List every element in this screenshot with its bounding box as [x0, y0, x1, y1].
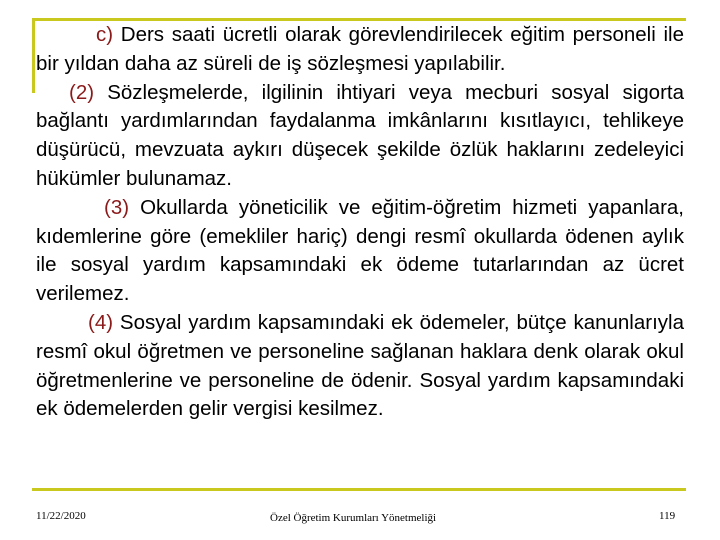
- paragraph-c: [36, 21, 684, 79]
- paragraph-number: (3): [104, 195, 130, 219]
- frame-left-line: [32, 18, 35, 93]
- paragraph-number: (2): [69, 80, 95, 104]
- frame-bottom-line: [32, 488, 686, 491]
- footer-page-number: 119: [659, 510, 676, 522]
- paragraph-text: Okullarda yöneticilik ve eğitim-öğretim hizmeti yapanlara, kıdemlerine göre (emekliler hariç) dengi resmî okullarda ödenen aylık ile sosyal yardım kapsamındaki ek ödeme tutarlarından az ücret verilemez.: [36, 195, 684, 306]
- paragraph-number: (4): [88, 310, 114, 334]
- footer-title: Özel Öğretim Kurumları Yönetmeliği: [270, 512, 437, 524]
- footer-date: 11/22/2020: [36, 510, 86, 522]
- paragraph-number: c): [96, 23, 114, 46]
- paragraph-4: [36, 309, 684, 424]
- paragraph-2: [36, 79, 684, 194]
- paragraph-text: Sözleşmelerde, ilgilinin ihtiyari veya mecburi sosyal sigorta bağlantı yardımlarından faydalanma imkânlarını kısıtlayıcı, tehlikeye düşürücü, mevzuata aykırı düşecek şekilde özlük haklarını zedeleyici hükümler bulunamaz.: [36, 80, 684, 190]
- paragraph-text: Ders saati ücretli olarak görevlendirilecek eğitim personeli ile bir yıldan daha az süreli de iş sözleşmesi yapılabilir.: [36, 23, 684, 75]
- slide-body: [36, 21, 684, 424]
- paragraph-text: Sosyal yardım kapsamındaki ek ödemeler, bütçe kanunlarıyla resmî okul öğretmen ve personeline sağlanan haklara denk olarak okul öğretmenlerine ve personeline de ödenir. Sosyal yardım kapsamındaki ek ödemelerden gelir vergisi kesilmez.: [36, 310, 684, 421]
- paragraph-3: [36, 194, 684, 309]
